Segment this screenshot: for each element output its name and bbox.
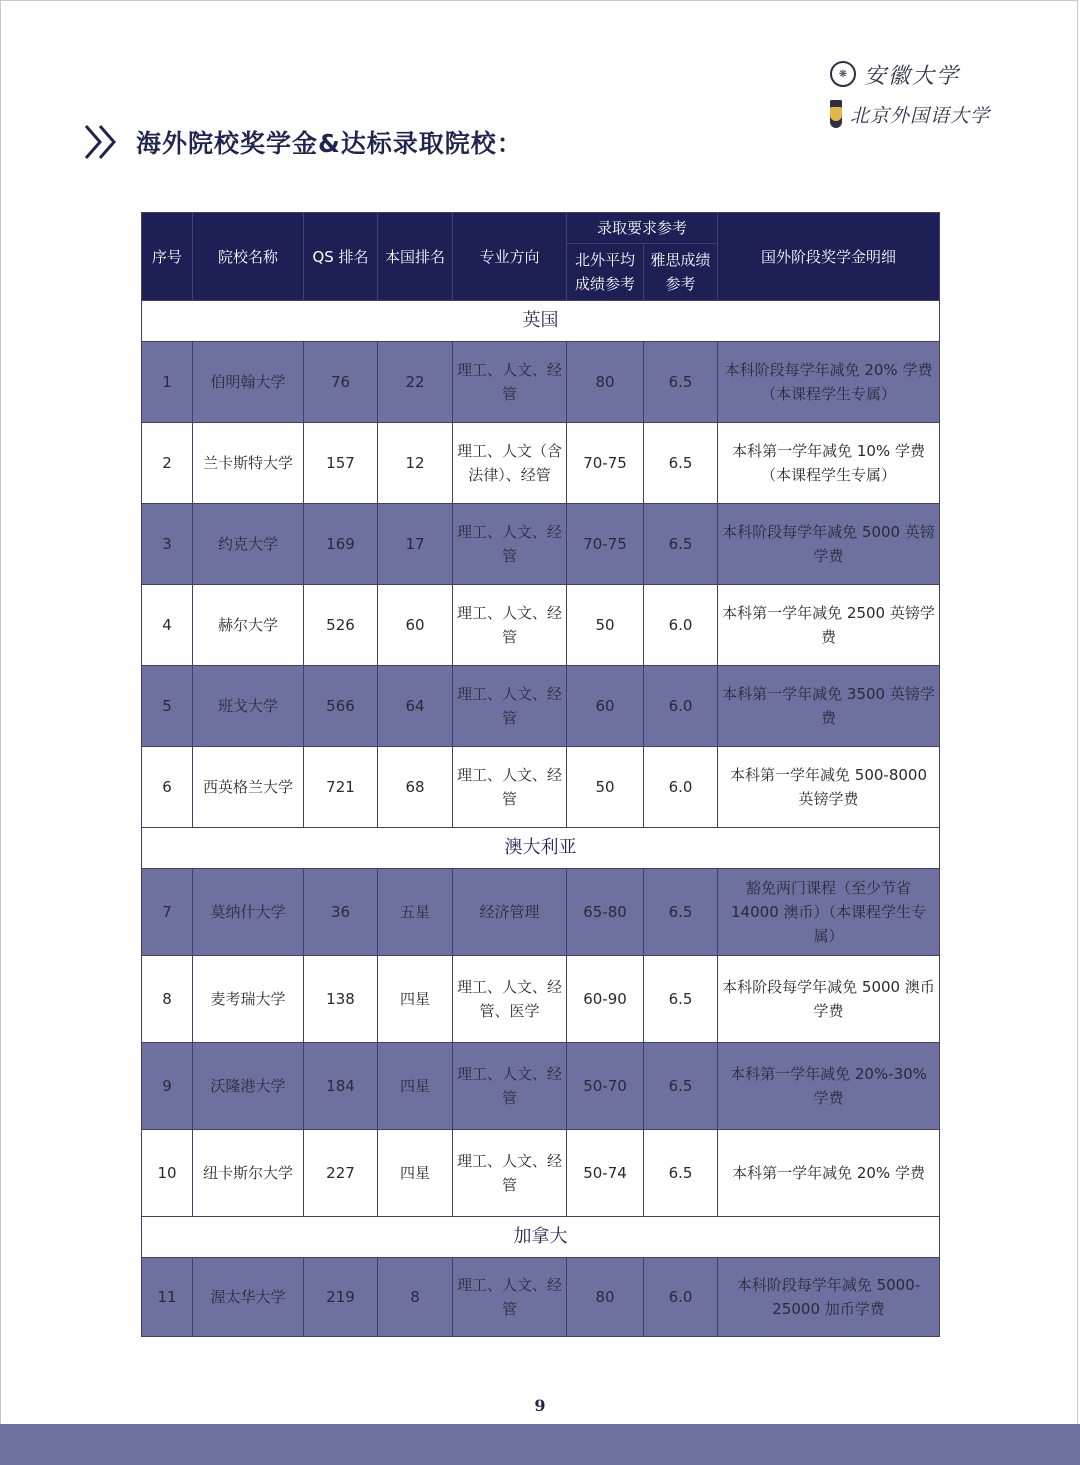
cell-ielts: 6.5 bbox=[644, 504, 718, 585]
logo-anhui-university bbox=[830, 56, 990, 92]
table-row bbox=[142, 423, 940, 504]
col-header-scholarship: 国外阶段奖学金明细 bbox=[718, 213, 940, 301]
col-header-major: 专业方向 bbox=[453, 213, 567, 301]
table-row bbox=[142, 504, 940, 585]
cell-avg: 70-75 bbox=[567, 504, 644, 585]
country-heading: 澳大利亚 bbox=[142, 828, 940, 869]
cell-qs: 138 bbox=[304, 956, 378, 1043]
cell-ielts: 6.0 bbox=[644, 585, 718, 666]
cell-ielts: 6.5 bbox=[644, 1043, 718, 1130]
double-chevron-icon bbox=[82, 122, 122, 162]
cell-avg: 50 bbox=[567, 747, 644, 828]
cell-seq: 5 bbox=[142, 666, 193, 747]
cell-scholarship: 本科阶段每学年减免 5000 澳币学费 bbox=[718, 956, 940, 1043]
cell-qs: 566 bbox=[304, 666, 378, 747]
cell-national: 17 bbox=[378, 504, 453, 585]
cell-school: 纽卡斯尔大学 bbox=[193, 1130, 304, 1217]
table-row bbox=[142, 342, 940, 423]
cell-qs: 184 bbox=[304, 1043, 378, 1130]
col-header-seq: 序号 bbox=[142, 213, 193, 301]
cell-major: 理工、人文、经管 bbox=[453, 1258, 567, 1337]
cell-qs: 526 bbox=[304, 585, 378, 666]
cell-major: 理工、人文、经管 bbox=[453, 342, 567, 423]
cell-scholarship: 本科阶段每学年减免 20% 学费（本课程学生专属） bbox=[718, 342, 940, 423]
cell-school: 兰卡斯特大学 bbox=[193, 423, 304, 504]
cell-major: 理工、人文、经管 bbox=[453, 1043, 567, 1130]
cell-school: 约克大学 bbox=[193, 504, 304, 585]
cell-school: 班戈大学 bbox=[193, 666, 304, 747]
cell-qs: 36 bbox=[304, 869, 378, 956]
cell-national: 22 bbox=[378, 342, 453, 423]
scholarship-table bbox=[141, 212, 940, 1337]
cell-avg: 65-80 bbox=[567, 869, 644, 956]
cell-major: 理工、人文、经管 bbox=[453, 585, 567, 666]
logo-bfsu bbox=[830, 96, 990, 132]
cell-major: 理工、人文、经管 bbox=[453, 1130, 567, 1217]
cell-school: 麦考瑞大学 bbox=[193, 956, 304, 1043]
cell-major: 理工、人文、经管、医学 bbox=[453, 956, 567, 1043]
cell-national: 60 bbox=[378, 585, 453, 666]
cell-seq: 2 bbox=[142, 423, 193, 504]
cell-scholarship: 本科第一学年减免 500-8000 英镑学费 bbox=[718, 747, 940, 828]
footer-band bbox=[0, 1424, 1080, 1465]
cell-national: 四星 bbox=[378, 1130, 453, 1217]
col-header-national: 本国排名 bbox=[378, 213, 453, 301]
cell-scholarship: 本科阶段每学年减免 5000-25000 加币学费 bbox=[718, 1258, 940, 1337]
cell-major: 理工、人文、经管 bbox=[453, 666, 567, 747]
cell-avg: 80 bbox=[567, 342, 644, 423]
cell-avg: 50-74 bbox=[567, 1130, 644, 1217]
cell-seq: 9 bbox=[142, 1043, 193, 1130]
logo-group bbox=[830, 56, 990, 136]
cell-scholarship: 本科阶段每学年减免 5000 英镑学费 bbox=[718, 504, 940, 585]
cell-avg: 60-90 bbox=[567, 956, 644, 1043]
cell-qs: 721 bbox=[304, 747, 378, 828]
col-header-requirement-group: 录取要求参考 bbox=[567, 213, 718, 244]
cell-scholarship: 本科第一学年减免 2500 英镑学费 bbox=[718, 585, 940, 666]
cell-seq: 8 bbox=[142, 956, 193, 1043]
table-row bbox=[142, 1043, 940, 1130]
cell-seq: 10 bbox=[142, 1130, 193, 1217]
table-row bbox=[142, 666, 940, 747]
cell-ielts: 6.0 bbox=[644, 666, 718, 747]
cell-qs: 219 bbox=[304, 1258, 378, 1337]
cell-avg: 70-75 bbox=[567, 423, 644, 504]
col-header-qs: QS 排名 bbox=[304, 213, 378, 301]
cell-national: 四星 bbox=[378, 956, 453, 1043]
table-row bbox=[142, 1130, 940, 1217]
page-number: 9 bbox=[534, 1396, 546, 1415]
cell-qs: 227 bbox=[304, 1130, 378, 1217]
country-heading: 加拿大 bbox=[142, 1217, 940, 1258]
col-header-ielts: 雅思成绩参考 bbox=[644, 244, 718, 301]
cell-avg: 60 bbox=[567, 666, 644, 747]
cell-school: 赫尔大学 bbox=[193, 585, 304, 666]
cell-national: 五星 bbox=[378, 869, 453, 956]
col-header-school: 院校名称 bbox=[193, 213, 304, 301]
cell-school: 西英格兰大学 bbox=[193, 747, 304, 828]
cell-national: 12 bbox=[378, 423, 453, 504]
cell-national: 64 bbox=[378, 666, 453, 747]
cell-school: 莫纳什大学 bbox=[193, 869, 304, 956]
cell-ielts: 6.0 bbox=[644, 1258, 718, 1337]
table-row bbox=[142, 747, 940, 828]
cell-ielts: 6.5 bbox=[644, 869, 718, 956]
logo-anhui-text: 安徽大学 bbox=[864, 63, 961, 89]
cell-national: 四星 bbox=[378, 1043, 453, 1130]
logo-bfsu-text: 北京外国语大学 bbox=[850, 104, 991, 127]
cell-national: 8 bbox=[378, 1258, 453, 1337]
table-row bbox=[142, 869, 940, 956]
cell-ielts: 6.0 bbox=[644, 747, 718, 828]
cell-seq: 11 bbox=[142, 1258, 193, 1337]
cell-ielts: 6.5 bbox=[644, 342, 718, 423]
cell-major: 经济管理 bbox=[453, 869, 567, 956]
page-title: 海外院校奖学金&达标录取院校： bbox=[136, 129, 523, 158]
cell-scholarship: 本科第一学年减免 20%-30% 学费 bbox=[718, 1043, 940, 1130]
cell-school: 沃隆港大学 bbox=[193, 1043, 304, 1130]
cell-avg: 50-70 bbox=[567, 1043, 644, 1130]
cell-qs: 157 bbox=[304, 423, 378, 504]
country-heading: 英国 bbox=[142, 301, 940, 342]
cell-scholarship: 本科第一学年减免 3500 英镑学费 bbox=[718, 666, 940, 747]
cell-school: 伯明翰大学 bbox=[193, 342, 304, 423]
cell-seq: 4 bbox=[142, 585, 193, 666]
cell-seq: 7 bbox=[142, 869, 193, 956]
cell-school: 渥太华大学 bbox=[193, 1258, 304, 1337]
cell-major: 理工、人文、经管 bbox=[453, 747, 567, 828]
university-seal-icon: ❋ bbox=[830, 61, 856, 87]
table-row bbox=[142, 585, 940, 666]
cell-avg: 80 bbox=[567, 1258, 644, 1337]
shield-icon bbox=[830, 100, 842, 128]
cell-ielts: 6.5 bbox=[644, 1130, 718, 1217]
cell-qs: 169 bbox=[304, 504, 378, 585]
section-heading bbox=[82, 122, 523, 162]
table-row bbox=[142, 956, 940, 1043]
cell-seq: 1 bbox=[142, 342, 193, 423]
cell-ielts: 6.5 bbox=[644, 423, 718, 504]
cell-ielts: 6.5 bbox=[644, 956, 718, 1043]
cell-scholarship: 本科第一学年减免 10% 学费（本课程学生专属） bbox=[718, 423, 940, 504]
cell-national: 68 bbox=[378, 747, 453, 828]
cell-scholarship: 本科第一学年减免 20% 学费 bbox=[718, 1130, 940, 1217]
cell-scholarship: 豁免两门课程（至少节省 14000 澳币）（本课程学生专属） bbox=[718, 869, 940, 956]
cell-major: 理工、人文、经管 bbox=[453, 504, 567, 585]
cell-qs: 76 bbox=[304, 342, 378, 423]
col-header-bfsu-avg: 北外平均成绩参考 bbox=[567, 244, 644, 301]
cell-seq: 6 bbox=[142, 747, 193, 828]
cell-avg: 50 bbox=[567, 585, 644, 666]
table-row bbox=[142, 1258, 940, 1337]
cell-seq: 3 bbox=[142, 504, 193, 585]
cell-major: 理工、人文（含法律）、经管 bbox=[453, 423, 567, 504]
